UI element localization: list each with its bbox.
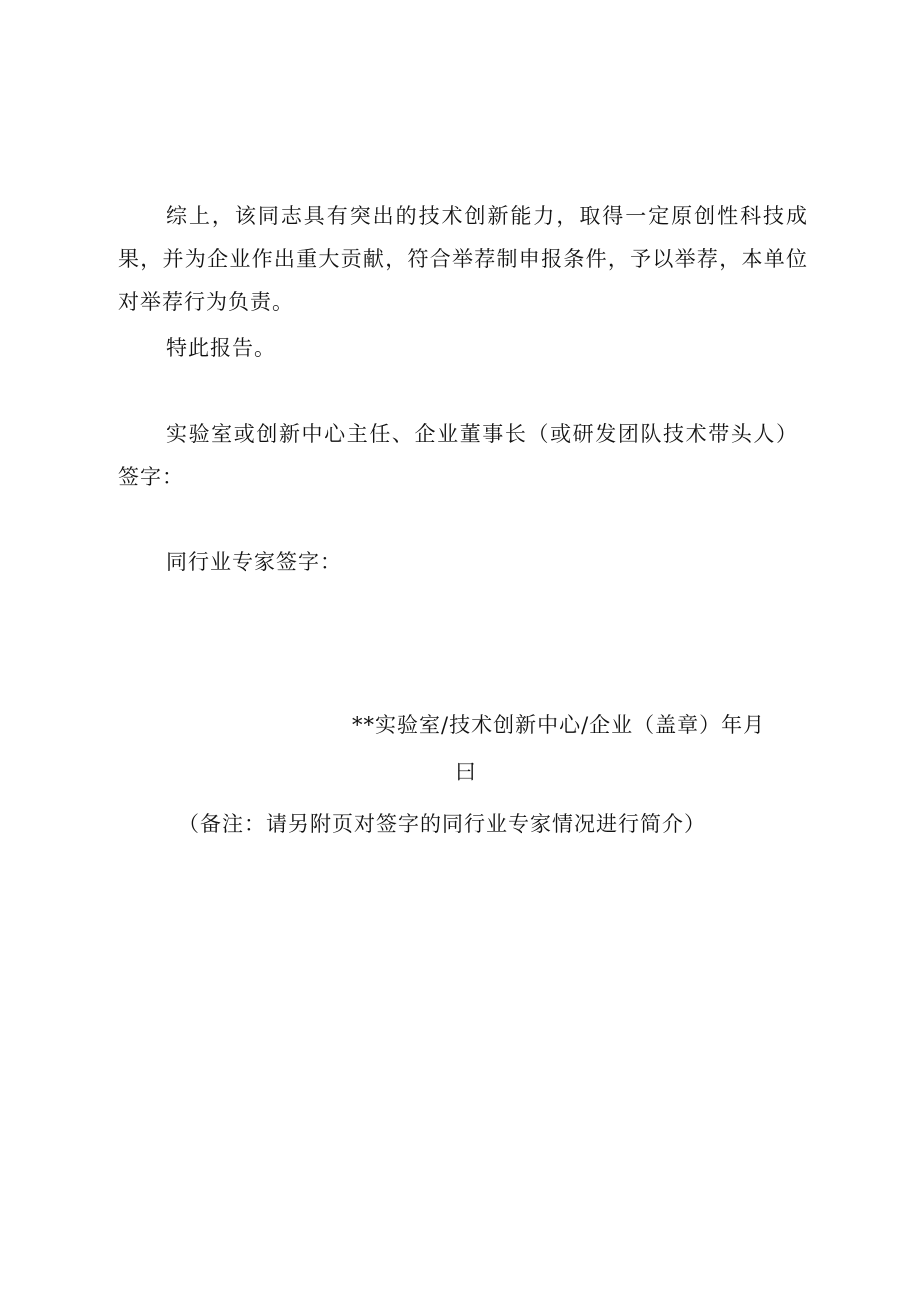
remark-note: （备注：请另附页对签字的同行业专家情况进行简介） bbox=[178, 812, 706, 836]
summary-paragraph: 综上，该同志具有突出的技术创新能力，取得一定原创性科技成果，并为企业作出重大贡献，符合举荐制申报条件，予以举荐，本单位对举荐行为负责。 bbox=[118, 204, 808, 314]
seal-line: **实验室/技术创新中心/企业（盖章）年月 bbox=[352, 713, 766, 737]
leader-signature-label: 实验室或创新中心主任、企业董事长（或研发团队技术带头人）签字： bbox=[118, 422, 798, 489]
peer-expert-signature-label: 同行业专家签字： bbox=[166, 550, 342, 574]
report-line: 特此报告。 bbox=[166, 336, 276, 360]
date-day-label: 曰 bbox=[455, 760, 476, 784]
